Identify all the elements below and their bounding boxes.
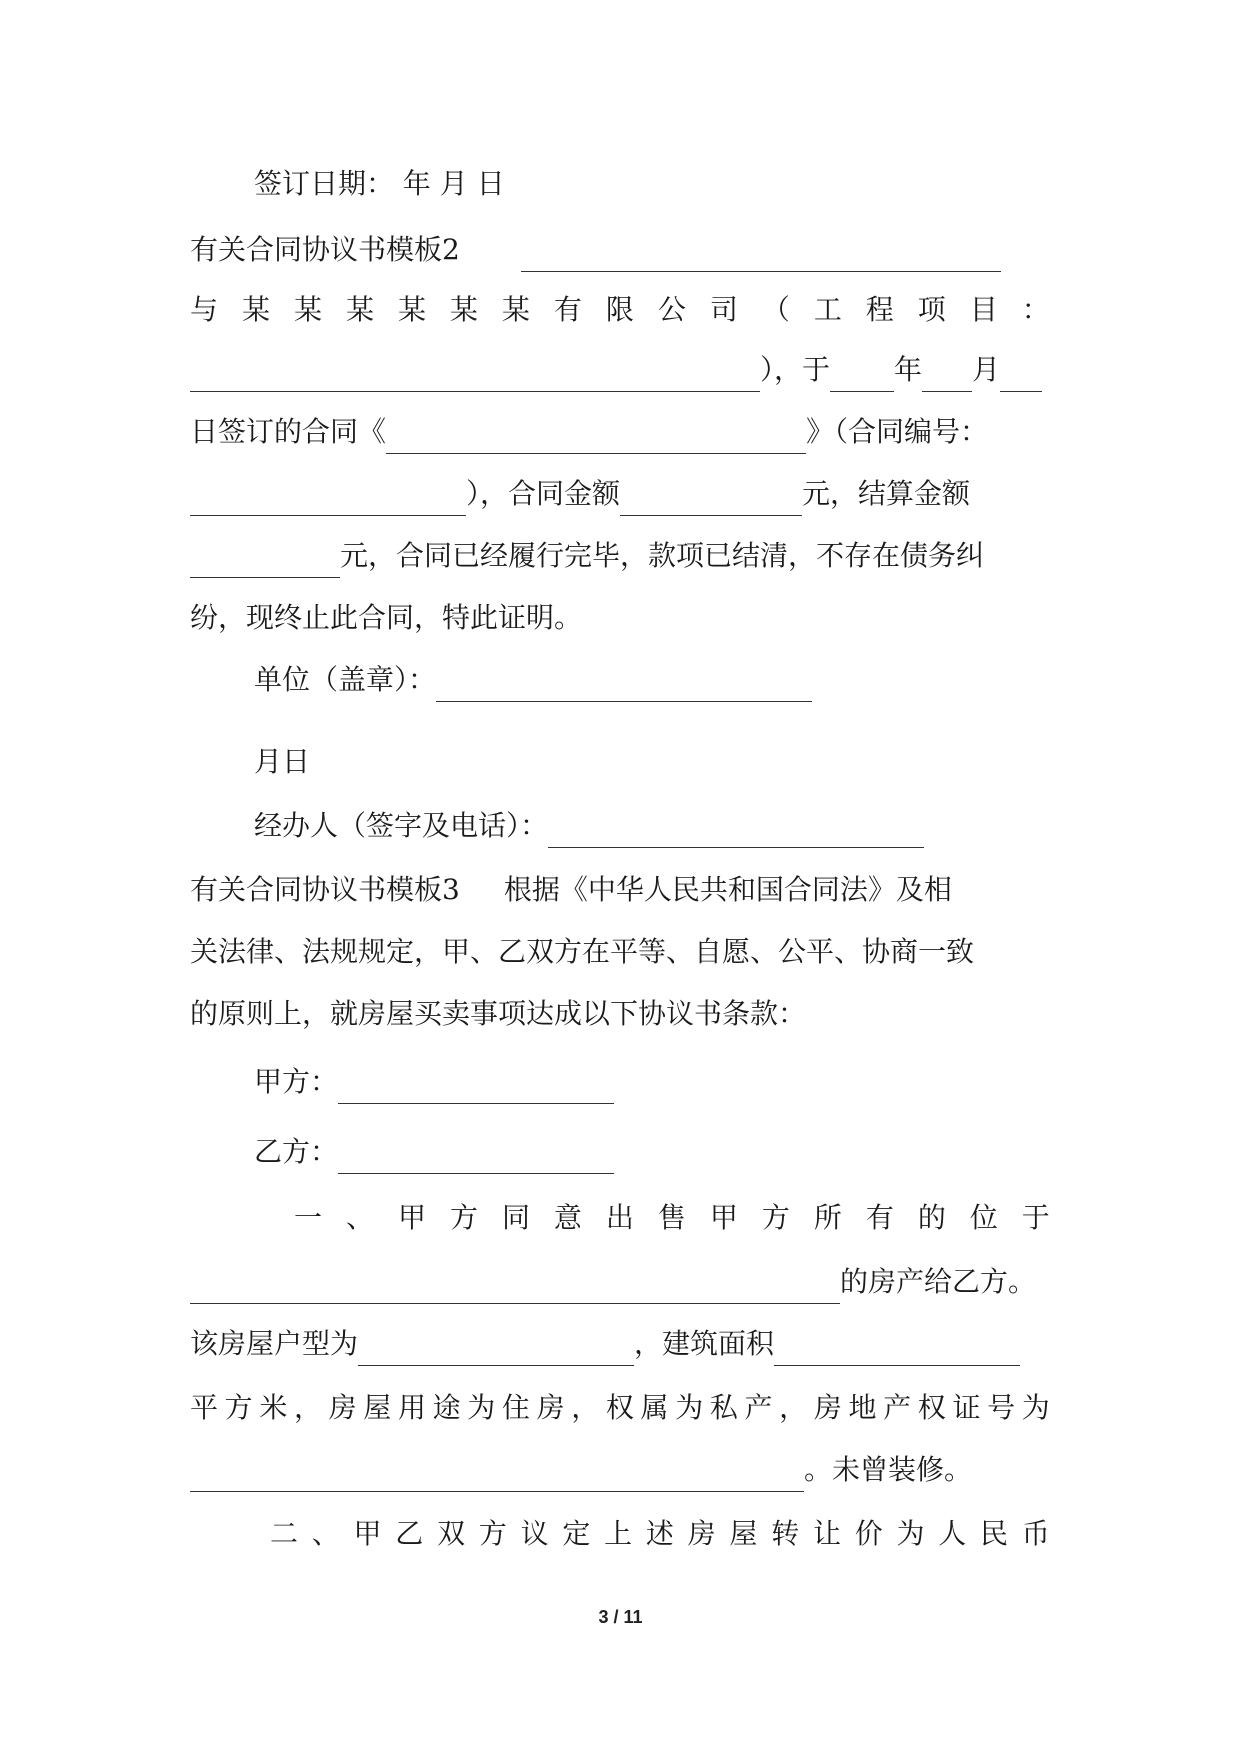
justified-char: 米	[259, 1391, 288, 1424]
certificate-line	[190, 1448, 1050, 1492]
justified-char: 私	[709, 1391, 738, 1424]
justified-char: 证	[952, 1391, 981, 1424]
justified-char: 有	[553, 293, 582, 326]
project-blank	[190, 357, 760, 392]
justified-char: ：	[1021, 293, 1050, 326]
unit-seal-blank	[436, 667, 812, 702]
house-type-line	[190, 1322, 1050, 1366]
termination-line	[190, 596, 1050, 640]
justified-char: 一	[294, 1201, 323, 1234]
sign-date-line	[254, 162, 1114, 206]
justified-char: 币	[1021, 1517, 1050, 1550]
justified-char: 为	[896, 1517, 925, 1550]
address-blank	[190, 1269, 840, 1304]
justified-char: 目	[969, 293, 998, 326]
justified-char: 住	[501, 1391, 530, 1424]
justified-char: 上	[604, 1517, 633, 1550]
justified-char: （	[761, 293, 790, 326]
justified-char: 屋	[363, 1391, 392, 1424]
justified-char: 某	[293, 293, 322, 326]
justified-char: 让	[812, 1517, 841, 1550]
project-close-text: ），于	[760, 353, 831, 386]
justified-char: ，	[293, 1391, 322, 1424]
justified-char: 产	[883, 1391, 912, 1424]
justified-char: 房	[813, 1391, 842, 1424]
justified-char: 方	[478, 1517, 507, 1550]
contract-name-blank	[386, 419, 806, 454]
house-type-label: 该房屋户型为	[190, 1327, 359, 1360]
settlement-amount-blank	[190, 543, 340, 578]
justified-char: 某	[241, 293, 270, 326]
month-day-line	[254, 740, 1114, 784]
justified-char: 与	[190, 293, 219, 326]
month-blank	[922, 357, 972, 392]
certificate-blank	[190, 1457, 804, 1492]
justified-char: 有	[865, 1201, 894, 1234]
party-b-line	[254, 1130, 1114, 1174]
sign-date-text: 签订日期： 年 月 日	[254, 167, 505, 200]
template2-party-line	[190, 288, 1050, 332]
agent-label: 经办人（签字及电话）：	[254, 809, 549, 842]
day-blank	[1000, 357, 1042, 392]
settlement-text: 元，合同已经履行完毕，款项已结清，不存在债务纠	[340, 539, 985, 572]
justified-char: 公	[657, 293, 686, 326]
party-a-line	[254, 1060, 1114, 1104]
template3-title: 有关合同协议书模板3	[190, 873, 460, 906]
settlement-amount-label: 元，结算金额	[802, 477, 971, 510]
template3-intro: 根据《中华人民共和国合同法》及相	[503, 873, 952, 906]
contract-name-prefix: 日签订的合同《	[190, 415, 387, 448]
justified-char: 价	[854, 1517, 883, 1550]
justified-char: 二	[270, 1517, 299, 1550]
month-day-text: 月日	[254, 745, 311, 778]
party-a-blank	[338, 1069, 614, 1104]
justified-char: 程	[865, 293, 894, 326]
justified-char: 甲	[709, 1201, 738, 1234]
clause2-line	[270, 1512, 1050, 1556]
agent-line	[254, 804, 1114, 848]
justified-char: 途	[432, 1391, 461, 1424]
justified-char: 同	[501, 1201, 530, 1234]
termination-text: 纷，现终止此合同，特此证明。	[190, 601, 583, 634]
justified-char: 号	[987, 1391, 1016, 1424]
party-b-label: 乙方：	[254, 1135, 339, 1168]
year-blank	[830, 357, 894, 392]
clause1-end-text: 的房产给乙方。	[840, 1265, 1037, 1298]
justified-char: 某	[345, 293, 374, 326]
contract-number-blank	[190, 481, 466, 516]
contract-number-label: 》（合同编号：	[806, 415, 989, 448]
clause1-address-line	[190, 1260, 1050, 1304]
justified-char: 平	[190, 1391, 219, 1424]
justified-char: 地	[848, 1391, 877, 1424]
year-text: 年	[894, 353, 923, 386]
template2-title-line	[190, 228, 1050, 272]
justified-char: 属	[640, 1391, 669, 1424]
justified-char: 房	[328, 1391, 357, 1424]
justified-char: 为	[467, 1391, 496, 1424]
justified-char: 屋	[729, 1517, 758, 1550]
house-use-line	[190, 1386, 1050, 1430]
template3-law-text: 关法律、法规规定，甲、乙双方在平等、自愿、公平、协商一致	[190, 935, 975, 968]
house-type-blank	[358, 1331, 634, 1366]
month-text: 月	[972, 353, 1001, 386]
justified-char: 司	[709, 293, 738, 326]
justified-char: 权	[605, 1391, 634, 1424]
contract-name-line	[190, 410, 1050, 454]
justified-char: 产	[744, 1391, 773, 1424]
unit-seal-line	[254, 658, 1114, 702]
justified-char: 民	[980, 1517, 1009, 1550]
justified-char: 于	[1021, 1201, 1050, 1234]
contract-amount-blank	[620, 481, 802, 516]
settlement-line	[190, 534, 1050, 578]
floor-area-blank	[774, 1331, 1020, 1366]
justified-char: 转	[771, 1517, 800, 1550]
justified-char: 甲	[353, 1517, 382, 1550]
justified-char: 、	[345, 1201, 374, 1234]
justified-char: 议	[520, 1517, 549, 1550]
justified-char: 房	[536, 1391, 565, 1424]
justified-char: 某	[449, 293, 478, 326]
justified-char: 项	[917, 293, 946, 326]
blank-line	[521, 237, 1001, 272]
justified-char: 方	[761, 1201, 790, 1234]
project-date-line	[190, 348, 1050, 392]
unit-seal-label: 单位（盖章）：	[254, 663, 437, 696]
justified-char: 乙	[395, 1517, 424, 1550]
contract-amount-line	[190, 472, 1050, 516]
justified-char: 工	[813, 293, 842, 326]
justified-char: 用	[397, 1391, 426, 1424]
justified-char: 为	[675, 1391, 704, 1424]
justified-char: 为	[1021, 1391, 1050, 1424]
justified-char: 房	[687, 1517, 716, 1550]
page-number: 3 / 11	[598, 1607, 643, 1627]
clause1-line	[294, 1196, 1050, 1240]
justified-char: 双	[437, 1517, 466, 1550]
floor-area-label: ，建筑面积	[634, 1327, 775, 1360]
justified-char: 人	[938, 1517, 967, 1550]
justified-char: 出	[605, 1201, 634, 1234]
justified-char: 的	[917, 1201, 946, 1234]
justified-char: 方	[449, 1201, 478, 1234]
justified-char: 定	[562, 1517, 591, 1550]
template3-principle-text: 的原则上，就房屋买卖事项达成以下协议书条款：	[190, 997, 807, 1030]
justified-char: 某	[397, 293, 426, 326]
contract-amount-label: ），合同金额	[466, 477, 621, 510]
justified-char: 、	[311, 1517, 340, 1550]
justified-char: 甲	[397, 1201, 426, 1234]
justified-char: 所	[813, 1201, 842, 1234]
justified-char: 权	[917, 1391, 946, 1424]
justified-char: 售	[657, 1201, 686, 1234]
justified-char: 限	[605, 293, 634, 326]
party-b-blank	[338, 1139, 614, 1174]
justified-char: ，	[571, 1391, 600, 1424]
template2-title: 有关合同协议书模板2	[190, 233, 460, 266]
justified-char: ，	[779, 1391, 808, 1424]
justified-char: 方	[224, 1391, 253, 1424]
justified-char: 述	[645, 1517, 674, 1550]
decoration-text: 。未曾装修。	[804, 1453, 973, 1486]
justified-char: 位	[969, 1201, 998, 1234]
justified-char: 某	[501, 293, 530, 326]
agent-blank	[548, 813, 924, 848]
template3-title-line	[190, 868, 1050, 912]
template3-law-line	[190, 930, 1050, 974]
template3-principle-line	[190, 992, 1050, 1036]
party-a-label: 甲方：	[254, 1065, 339, 1098]
justified-char: 意	[553, 1201, 582, 1234]
